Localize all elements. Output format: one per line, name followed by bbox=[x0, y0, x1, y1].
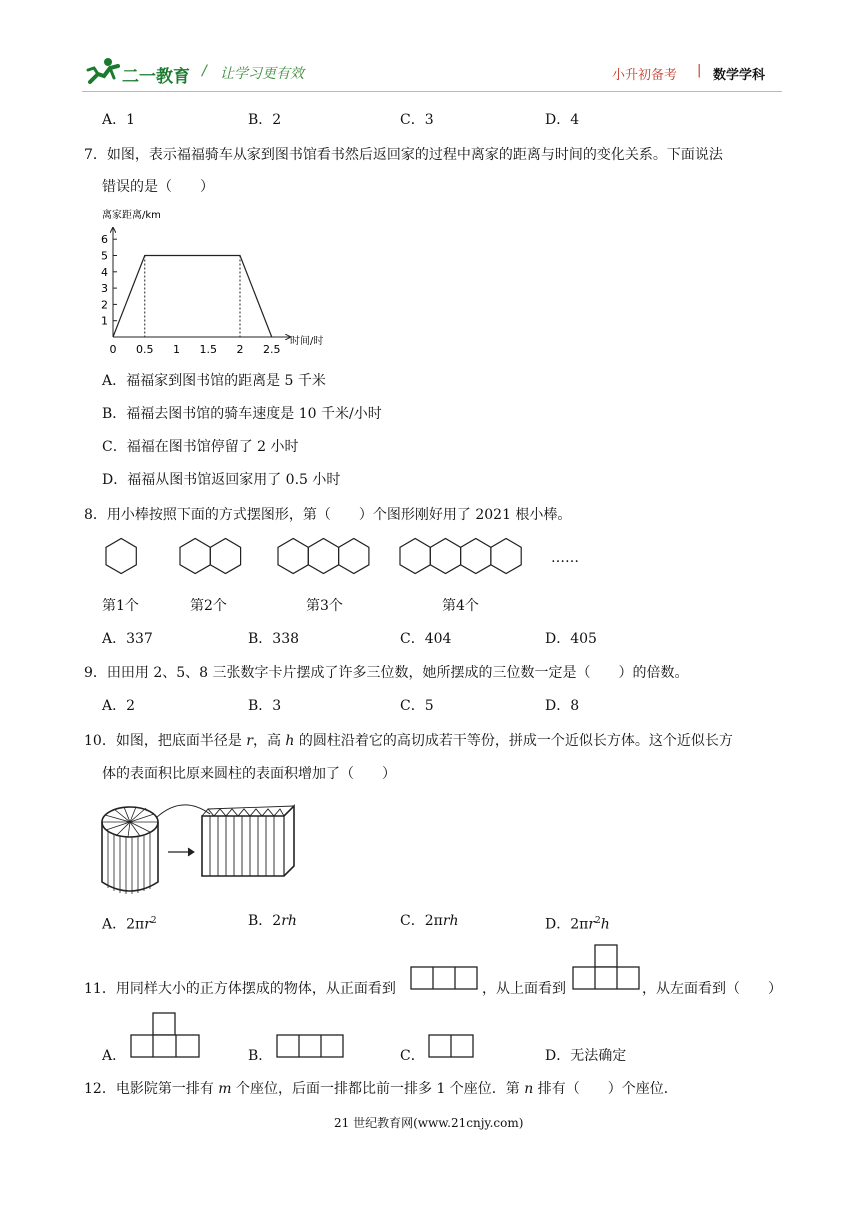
q10-option-c: C．2πrh bbox=[400, 913, 459, 929]
q7-stem-line1: 7．如图，表示福福骑车从家到图书馆看书然后返回家的过程中离家的距离与时间的变化关系。下面说法 bbox=[84, 147, 723, 163]
q7-chart-xlabel: 时间/时 bbox=[290, 336, 324, 347]
q7-chart-xtick-label-1: 1 bbox=[173, 343, 180, 356]
q7-chart-xtick-label-1.5: 1.5 bbox=[199, 343, 217, 356]
q8-figure-4-hexagon-4 bbox=[491, 539, 521, 574]
q7-chart-xtick-label-0.5: 0.5 bbox=[136, 343, 154, 356]
q8-option-b: B．338 bbox=[248, 631, 300, 647]
header-separator: | bbox=[697, 63, 702, 78]
q11-option-a: A． bbox=[102, 1048, 127, 1064]
q7-chart-xtick-label-2.5: 2.5 bbox=[263, 343, 281, 356]
q9-option-d: D．8 bbox=[545, 698, 580, 714]
q6-option-b: B．2 bbox=[248, 112, 282, 128]
q11-front-view-figure bbox=[410, 966, 480, 990]
q7-option-c: C．福福在图书馆停留了 2 小时 bbox=[102, 439, 299, 455]
q9-stem: 9．田田用 2、5、8 三张数字卡片摆成了许多三位数，她所摆成的三位数一定是（ ）的倍数。 bbox=[84, 665, 689, 681]
q8-figure-2-hexagon-2 bbox=[210, 539, 240, 574]
q7-chart bbox=[92, 204, 342, 356]
q6-option-d: D．4 bbox=[545, 112, 580, 128]
q9-option-c: C．5 bbox=[400, 698, 434, 714]
q10-option-b: B．2rh bbox=[248, 913, 297, 929]
q8-option-c: C．404 bbox=[400, 631, 452, 647]
q9-option-a: A．2 bbox=[102, 698, 136, 714]
q7-chart-series-line bbox=[113, 256, 272, 338]
q10-cylinder-to-cuboid-figure bbox=[98, 800, 300, 900]
runner-logo-icon bbox=[84, 56, 122, 86]
q11-stem-part1: 11．用同样大小的正方体摆成的物体，从正面看到 bbox=[84, 981, 396, 997]
header-divider bbox=[82, 91, 782, 92]
q7-chart-ytick-label-6: 6 bbox=[101, 233, 108, 247]
q11-top-view-figure bbox=[572, 944, 642, 990]
q8-figure-4-hexagon-3 bbox=[461, 539, 491, 574]
q7-chart-ylabel: 离家距离/km bbox=[102, 210, 161, 221]
q8-figure-label-4: 第4个 bbox=[442, 598, 479, 614]
q11-option-d: D．无法确定 bbox=[545, 1048, 627, 1064]
q8-option-a: A．337 bbox=[102, 631, 153, 647]
q10-option-a: A．$2\pi r^2$ bbox=[102, 916, 157, 933]
q11-option-b: B． bbox=[248, 1048, 273, 1064]
q6-option-c: C．3 bbox=[400, 112, 434, 128]
header-category: 小升初备考 bbox=[612, 68, 678, 83]
q8-figure-3-hexagon-1 bbox=[278, 539, 308, 574]
q7-chart-ytick-label-5: 5 bbox=[101, 249, 108, 263]
logo-text: 二一教育 bbox=[122, 67, 190, 87]
q7-option-b: B．福福去图书馆的骑车速度是 10 千米/小时 bbox=[102, 406, 382, 422]
q8-figure-2-hexagon-1 bbox=[180, 539, 210, 574]
q8-ellipsis: …… bbox=[551, 550, 579, 566]
q10-stem-line2: 体的表面积比原来圆柱的表面积增加了（ ） bbox=[102, 766, 396, 782]
q7-chart-ytick-label-2: 2 bbox=[101, 298, 108, 312]
q8-figure-label-3: 第3个 bbox=[306, 598, 343, 614]
q8-figure-1-hexagon-1 bbox=[106, 539, 136, 574]
q8-hexagon-figures bbox=[100, 532, 560, 582]
q9-option-b: B．3 bbox=[248, 698, 282, 714]
q8-figure-4-hexagon-1 bbox=[400, 539, 430, 574]
q7-chart-ytick-label-1: 1 bbox=[101, 314, 108, 328]
q7-chart-ytick-label-4: 4 bbox=[101, 265, 108, 279]
page-footer: 21 世纪教育网(www.21cnjy.com) bbox=[334, 1116, 524, 1130]
q8-figure-3-hexagon-2 bbox=[308, 539, 338, 574]
q10-stem-line1: 10．如图，把底面半径是 r，高 h 的圆柱沿着它的高切成若干等份，拼成一个近似长方体。这个近似长方 bbox=[84, 733, 733, 749]
q11-stem-part2: ，从上面看到 bbox=[482, 981, 566, 997]
q10-option-d: D．$2\pi r^2h$ bbox=[545, 916, 610, 933]
q7-option-a: A．福福家到图书馆的距离是 5 千米 bbox=[102, 373, 326, 389]
q8-figure-label-1: 第1个 bbox=[102, 598, 139, 614]
q7-chart-ytick-label-3: 3 bbox=[101, 282, 108, 296]
q11-option-b-figure bbox=[276, 1034, 346, 1058]
q7-chart-xtick-label-2: 2 bbox=[236, 343, 244, 356]
slogan-slash: / bbox=[202, 63, 207, 79]
q7-option-d: D．福福从图书馆返回家用了 0.5 小时 bbox=[102, 472, 341, 488]
q11-stem-part3: ，从左面看到（ ） bbox=[642, 981, 782, 997]
slogan: 让学习更有效 bbox=[220, 66, 304, 82]
q6-option-a: A．1 bbox=[102, 112, 136, 128]
q11-option-a-figure bbox=[130, 1012, 202, 1058]
q8-figure-4-hexagon-2 bbox=[430, 539, 460, 574]
q7-stem-line2: 错误的是（ ） bbox=[102, 179, 214, 195]
q8-option-d: D．405 bbox=[545, 631, 597, 647]
q12-stem: 12．电影院第一排有 m 个座位，后面一排都比前一排多 1 个座位．第 n 排有（ ）个座位． bbox=[84, 1081, 678, 1097]
q8-stem: 8．用小棒按照下面的方式摆图形，第（ ）个图形刚好用了 2021 根小棒。 bbox=[84, 507, 572, 523]
q7-chart-xtick-label-0: 0 bbox=[109, 343, 117, 356]
q8-figure-label-2: 第2个 bbox=[190, 598, 227, 614]
q11-option-c: C． bbox=[400, 1048, 425, 1064]
q8-figure-3-hexagon-3 bbox=[339, 539, 369, 574]
header-subject: 数学学科 bbox=[713, 68, 766, 83]
q11-option-c-figure bbox=[428, 1034, 476, 1058]
